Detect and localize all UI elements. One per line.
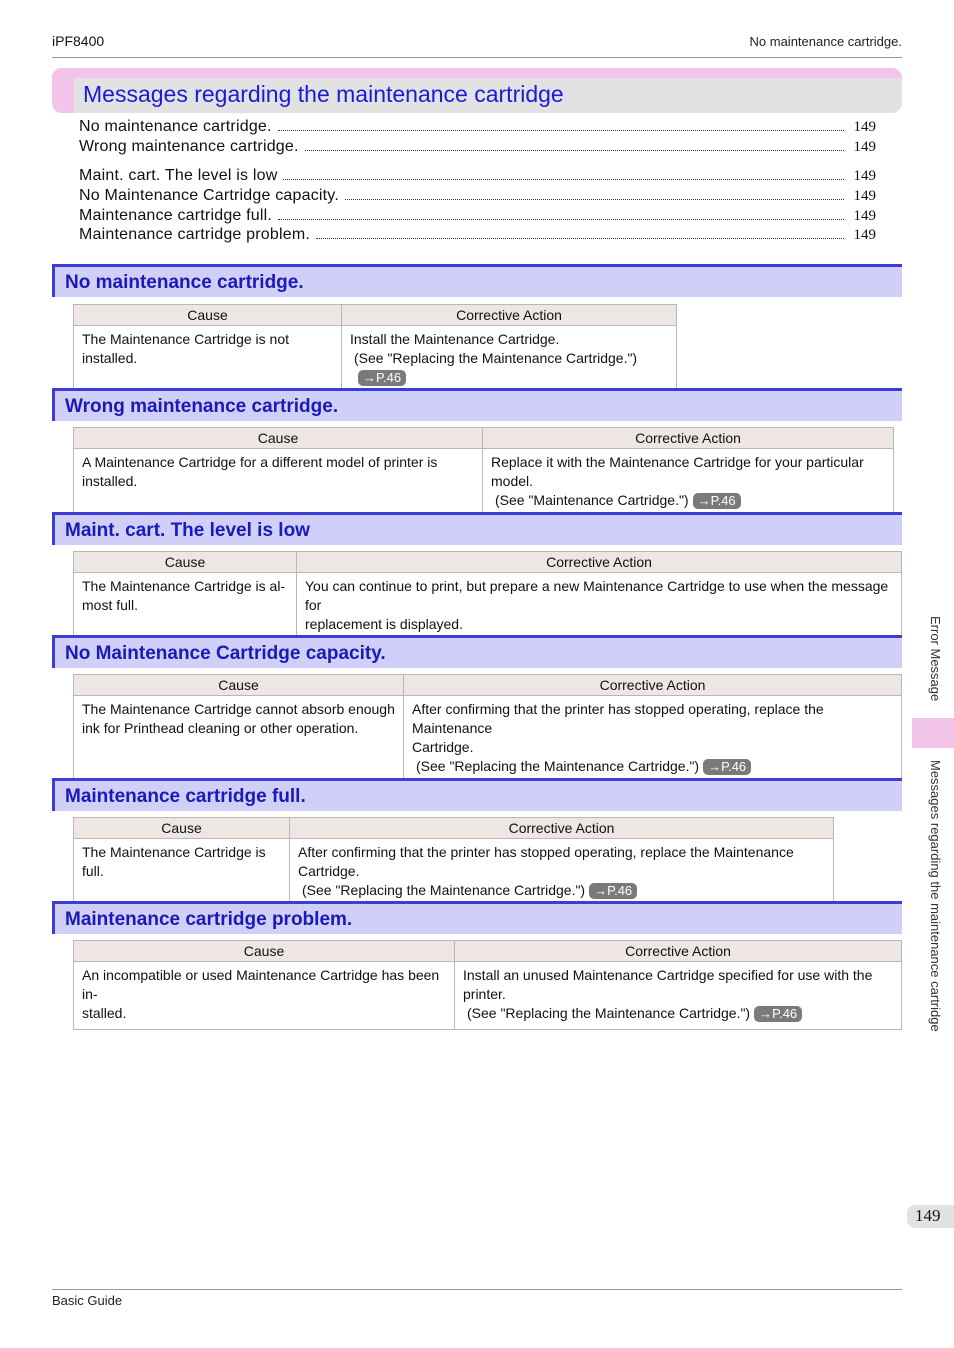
header-divider <box>52 57 902 58</box>
cause-cell: An incompatible or used Maintenance Cartridge has been in- stalled. <box>74 962 455 1030</box>
action-cell: After confirming that the printer has stopped operating, replace the Maintenance Cartridge. (See "Replacing the Maintenance Cartridge.") →P.46 <box>404 696 902 783</box>
toc-link-cartridge-problem[interactable]: Maintenance cartridge problem. 149 <box>79 226 876 243</box>
column-header-cause: Cause <box>74 941 455 962</box>
toc-link-wrong-maintenance-cartridge[interactable]: Wrong maintenance cartridge. 149 <box>79 138 876 155</box>
header-model: iPF8400 <box>52 33 105 49</box>
cause-cell: The Maintenance Cartridge is al- most full. <box>74 573 297 641</box>
toc-link-no-maintenance-cartridge[interactable]: No maintenance cartridge. 149 <box>79 118 876 135</box>
column-header-cause: Cause <box>74 818 290 839</box>
page-number-tab <box>907 1205 954 1228</box>
section-heading: No maintenance cartridge. <box>52 264 902 297</box>
column-header-cause: Cause <box>74 552 297 573</box>
section-heading: Wrong maintenance cartridge. <box>52 388 902 421</box>
section-heading: Maint. cart. The level is low <box>52 512 902 545</box>
column-header-action: Corrective Action <box>297 552 902 573</box>
message-table <box>73 817 834 907</box>
page-reference-link[interactable]: →P.46 <box>693 493 741 509</box>
cause-cell: The Maintenance Cartridge is full. <box>74 839 290 907</box>
message-table <box>73 674 902 783</box>
message-table <box>73 551 902 641</box>
message-table <box>73 940 902 1030</box>
column-header-cause: Cause <box>74 305 342 326</box>
message-table <box>73 427 894 517</box>
side-tab-chapter[interactable]: Error Message <box>928 616 943 702</box>
column-header-action: Corrective Action <box>455 941 902 962</box>
page-title: Messages regarding the maintenance cartridge <box>83 81 564 107</box>
action-cell: Install the Maintenance Cartridge. (See "Replacing the Maintenance Cartridge.")→P.46 <box>342 326 677 394</box>
column-header-cause: Cause <box>74 675 404 696</box>
page-reference-link[interactable]: →P.46 <box>589 883 637 899</box>
cause-cell: The Maintenance Cartridge is not installed. <box>74 326 342 394</box>
message-table <box>73 304 677 394</box>
main-title-banner <box>52 68 902 113</box>
footer-guide-name: Basic Guide <box>52 1293 123 1308</box>
header-running-title: No maintenance cartridge. <box>749 34 902 49</box>
side-tab-section[interactable]: Messages regarding the maintenance cartridge <box>928 760 943 1032</box>
action-cell: Replace it with the Maintenance Cartridge for your particular model. (See "Maintenance Cartridge.") →P.46 <box>483 449 894 517</box>
page-number: 149 <box>915 1206 941 1225</box>
footer-divider <box>52 1289 902 1290</box>
page-reference-link[interactable]: →P.46 <box>754 1006 802 1022</box>
column-header-action: Corrective Action <box>483 428 894 449</box>
action-cell: You can continue to print, but prepare a new Maintenance Cartridge to use when the message for replacement is displayed. <box>297 573 902 641</box>
action-cell: Install an unused Maintenance Cartridge specified for use with the printer. (See "Replacing the Maintenance Cartridge.") →P.46 <box>455 962 902 1030</box>
side-tab-marker <box>912 718 954 748</box>
action-cell: After confirming that the printer has stopped operating, replace the Maintenance Cartridge. (See "Replacing the Maintenance Cartridge.") →P.46 <box>290 839 834 907</box>
cause-cell: A Maintenance Cartridge for a different model of printer is installed. <box>74 449 483 517</box>
toc-link-cartridge-full[interactable]: Maintenance cartridge full. 149 <box>79 207 876 224</box>
section-heading: Maintenance cartridge problem. <box>52 901 902 934</box>
page-reference-link[interactable]: →P.46 <box>703 759 751 775</box>
section-heading: No Maintenance Cartridge capacity. <box>52 635 902 668</box>
page-reference-link[interactable]: →P.46 <box>358 370 406 386</box>
column-header-action: Corrective Action <box>404 675 902 696</box>
toc-link-level-low[interactable]: Maint. cart. The level is low 149 <box>79 167 876 184</box>
column-header-action: Corrective Action <box>290 818 834 839</box>
toc-link-no-capacity[interactable]: No Maintenance Cartridge capacity. 149 <box>79 187 876 204</box>
column-header-cause: Cause <box>74 428 483 449</box>
column-header-action: Corrective Action <box>342 305 677 326</box>
section-heading: Maintenance cartridge full. <box>52 778 902 811</box>
cause-cell: The Maintenance Cartridge cannot absorb enough ink for Printhead cleaning or other operation. <box>74 696 404 783</box>
